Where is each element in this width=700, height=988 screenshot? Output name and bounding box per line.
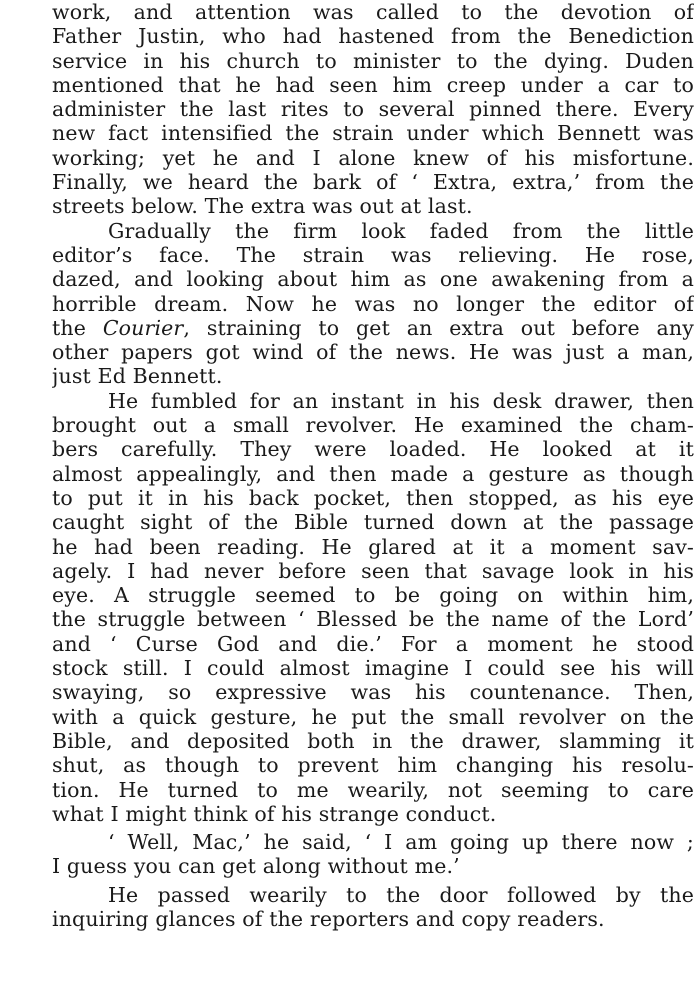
text-line: almost appealingly, and then made a gesture as though (52, 461, 694, 486)
text-line: mentioned that he had seen him creep under a car to (52, 72, 694, 97)
italic-title: Courier (102, 315, 184, 340)
paragraph (52, 219, 694, 389)
paragraph (52, 830, 694, 879)
text-line: the struggle between ‘ Blessed be the name of the Lord’ (52, 607, 694, 632)
text-line: He fumbled for an instant in his desk drawer, then (108, 388, 694, 413)
text-line: tion. He turned to me wearily, not seeming to care (52, 777, 694, 802)
text-line: bers carefully. They were loaded. He looked at it (52, 437, 694, 462)
text-line: the Courier, straining to get an extra out before any (52, 315, 694, 340)
text-line: brought out a small revolver. He examined the cham- (52, 413, 694, 438)
paragraph (52, 389, 694, 826)
text-line: work, and attention was called to the devotion of (52, 0, 694, 24)
text-line: agely. I had never before seen that savage look in his (52, 558, 694, 583)
text-line: other papers got wind of the news. He was just a man, (52, 340, 694, 365)
text-line: to put it in his back pocket, then stopped, as his eye (52, 485, 694, 510)
text-line: Father Justin, who had hastened from the Benediction (52, 24, 694, 49)
text-line: streets below. The extra was out at last. (52, 194, 473, 219)
text-line: administer the last rites to several pinned there. Every (52, 97, 694, 122)
text-line: eye. A struggle seemed to be going on within him, (52, 583, 694, 608)
text-line: I guess you can get along without me.’ (52, 854, 460, 879)
paragraph (52, 0, 694, 219)
text-line: editor’s face. The strain was relieving. He rose, (52, 242, 694, 267)
text-line: caught sight of the Bible turned down at the passage (52, 510, 694, 535)
text-line: Bible, and deposited both in the drawer, slamming it (52, 728, 694, 753)
text-line: He passed wearily to the door followed by the (108, 882, 694, 907)
text-line: just Ed Bennett. (52, 364, 223, 389)
paragraph (52, 883, 694, 932)
text-line: what I might think of his strange conduct. (52, 801, 497, 826)
text-line: service in his church to minister to the dying. Duden (52, 48, 694, 73)
text-line: he had been reading. He glared at it a moment sav- (52, 534, 694, 559)
text-line: with a quick gesture, he put the small revolver on the (52, 704, 694, 729)
text-line: new fact intensified the strain under which Bennett was (52, 121, 694, 146)
text-line: working; yet he and I alone knew of his misfortune. (52, 145, 694, 170)
text-line: swaying, so expressive was his countenance. Then, (52, 680, 694, 705)
text-line: Finally, we heard the bark of ‘ Extra, extra,’ from the (52, 170, 694, 195)
book-page-text (52, 0, 694, 931)
text-line: stock still. I could almost imagine I could see his will (52, 656, 694, 681)
text-line: shut, as though to prevent him changing his resolu- (52, 753, 694, 778)
text-line: horrible dream. Now he was no longer the editor of (52, 291, 694, 316)
text-line: Gradually the firm look faded from the little (108, 218, 694, 243)
text-line: inquiring glances of the reporters and copy readers. (52, 906, 605, 931)
text-line: ‘ Well, Mac,’ he said, ‘ I am going up there now ; (108, 830, 694, 855)
text-line: dazed, and looking about him as one awakening from a (52, 267, 694, 292)
text-line: and ‘ Curse God and die.’ For a moment he stood (52, 631, 694, 656)
